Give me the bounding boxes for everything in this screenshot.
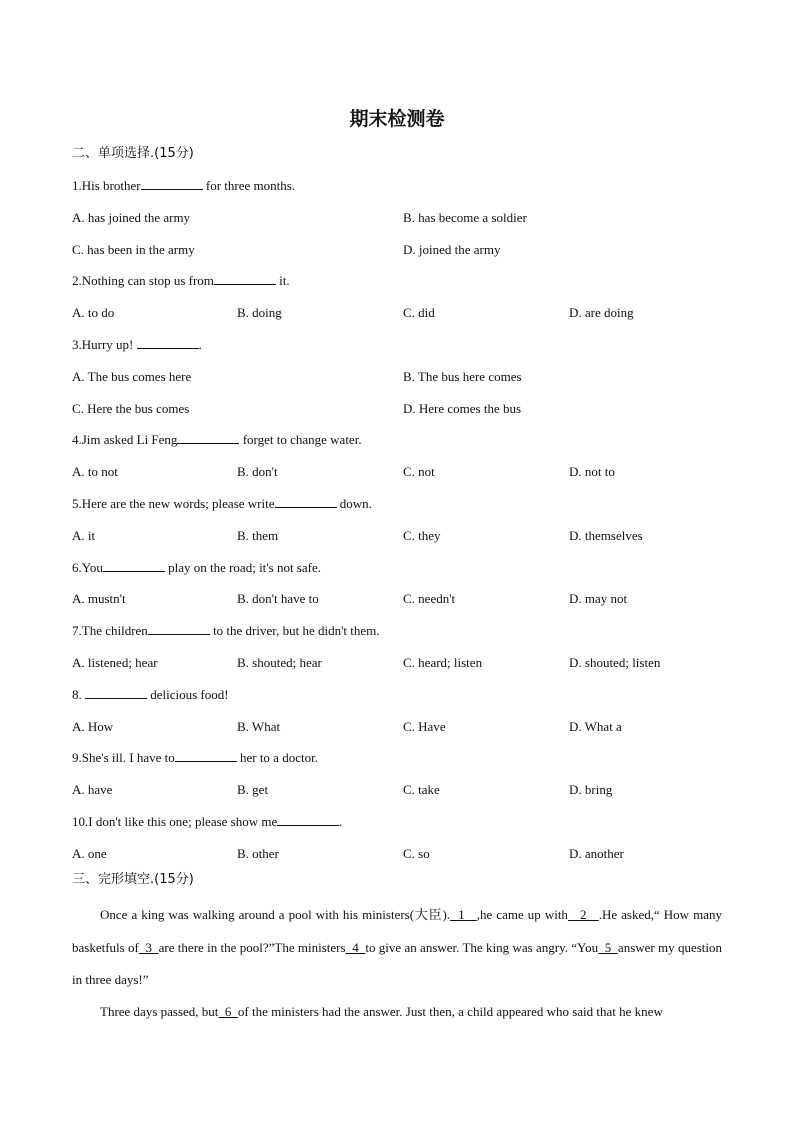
answer-blank <box>275 495 337 508</box>
question-text: 10.I don't like this one; please show me <box>72 814 278 829</box>
question-10-option-C: C. so <box>403 845 430 861</box>
question-text: for three months. <box>202 178 296 193</box>
question-7-option-B: B. shouted; hear <box>237 655 322 670</box>
cloze-blank: 6 <box>218 1003 238 1019</box>
passage-paragraph-1 <box>72 899 722 996</box>
question-text: . <box>339 814 343 829</box>
question-stem-7 <box>72 622 380 640</box>
cloze-blank: 5 <box>598 939 618 955</box>
question-4-option-A: A. to not <box>72 464 118 480</box>
question-text: it. <box>275 273 290 289</box>
question-1-option-C: C. has been in the army <box>72 241 195 257</box>
passage-text: to give an answer. The king was angry. “You <box>365 939 599 955</box>
answer-blank <box>214 272 276 285</box>
answer-blank <box>148 622 210 635</box>
question-8-option-A: A. How <box>72 718 114 734</box>
question-stem-4 <box>72 431 362 449</box>
question-7-option-C: C. heard; listen <box>403 655 483 670</box>
question-stem-5 <box>72 495 372 513</box>
section-heading-cloze: 三、完形填空.(15分) <box>72 871 194 887</box>
passage-text: of the ministers had the answer. Just then, a child appeared who said that he knew <box>237 1003 663 1019</box>
question-2-option-B: B. doing <box>237 305 282 321</box>
question-text: 7.The children <box>72 623 148 639</box>
passage-text: Once a king was walking around a pool with his ministers( <box>100 906 415 922</box>
question-5-option-A: A. it <box>72 527 96 543</box>
cloze-blank: 4 <box>345 939 366 955</box>
question-3-option-B: B. The bus here comes <box>403 368 522 384</box>
question-1-option-D: D. joined the army <box>403 241 501 257</box>
question-text: 5.Here are the new words; please write <box>72 496 275 511</box>
question-text: 2.Nothing can stop us from <box>72 273 214 289</box>
question-9-option-C: C. take <box>403 782 440 798</box>
passage-paragraph-2 <box>72 996 722 1028</box>
answer-blank <box>103 559 165 572</box>
question-6-option-B: B. don't have to <box>237 591 319 607</box>
question-4-option-C: C. not <box>403 464 435 480</box>
question-stem-10 <box>72 813 343 831</box>
passage-text: 大臣 <box>414 907 443 923</box>
question-6-option-A: A. mustn't <box>72 591 126 607</box>
question-text: 9.She's ill. I have to <box>72 750 175 766</box>
question-10-option-A: A. one <box>72 845 107 861</box>
page-title: 期末检测卷 <box>349 108 445 130</box>
question-5-option-C: C. they <box>403 527 441 543</box>
cloze-blank: 3 <box>138 939 159 955</box>
question-stem-9 <box>72 749 318 767</box>
section-heading-single-choice: 二、单项选择.(15分) <box>72 146 194 161</box>
question-10-option-B: B. other <box>237 845 279 861</box>
question-3-option-D: D. Here comes the bus <box>403 400 522 416</box>
question-5-option-D: D. themselves <box>569 527 643 543</box>
question-9-option-B: B. get <box>237 782 269 798</box>
question-text: play on the road; it's not safe. <box>164 559 321 575</box>
question-9-option-A: A. have <box>72 782 113 798</box>
question-8-option-D: D. What a <box>569 718 622 734</box>
passage-text: Three days passed, but <box>100 1003 219 1019</box>
question-text: her to a doctor. <box>236 750 318 766</box>
question-text: down. <box>336 496 372 511</box>
question-stem-1 <box>72 177 295 195</box>
question-text: 1.His brother <box>72 178 141 193</box>
passage-text: are there in the pool?”The ministers <box>158 939 346 955</box>
question-4-option-B: B. don't <box>237 464 278 480</box>
question-8-option-B: B. What <box>237 718 281 734</box>
answer-blank <box>175 749 237 762</box>
question-7-option-D: D. shouted; listen <box>569 655 661 670</box>
question-6-option-C: C. needn't <box>403 591 456 607</box>
question-3-option-C: C. Here the bus comes <box>72 400 190 416</box>
question-2-option-C: C. did <box>403 305 435 321</box>
question-2-option-D: D. are doing <box>569 305 634 321</box>
passage-text: .He asked,“ How many basketfuls of <box>72 906 722 955</box>
question-8-option-C: C. Have <box>403 718 446 734</box>
question-stem-2 <box>72 272 290 290</box>
passage-text: ,he came up with <box>476 906 568 922</box>
question-2-option-A: A. to do <box>72 305 115 321</box>
cloze-blank: 1 <box>450 906 477 922</box>
answer-blank <box>141 177 203 190</box>
answer-blank <box>277 813 339 826</box>
question-stem-3 <box>72 336 202 354</box>
cloze-passage <box>72 899 722 1028</box>
question-stem-8 <box>72 686 229 704</box>
answer-blank <box>137 336 199 349</box>
question-text: 8. <box>72 686 85 702</box>
question-text: 3.Hurry up! <box>72 337 137 352</box>
passage-text: answer my question in three days!” <box>72 939 723 987</box>
question-stem-6 <box>72 559 321 577</box>
question-5-option-B: B. them <box>237 527 279 543</box>
question-6-option-D: D. may not <box>569 591 628 607</box>
question-3-option-A: A. The bus comes here <box>72 368 192 384</box>
question-text: . <box>198 337 202 352</box>
question-9-option-D: D. bring <box>569 782 613 798</box>
question-text: 6.You <box>72 559 103 575</box>
question-text: to the driver, but he didn't them. <box>209 623 380 639</box>
answer-blank <box>177 431 239 444</box>
question-7-option-A: A. listened; hear <box>72 655 158 670</box>
question-text: forget to change water. <box>239 432 362 448</box>
question-text: delicious food! <box>147 686 229 702</box>
question-text: 4.Jim asked Li Feng <box>72 432 178 448</box>
cloze-blank: 2 <box>567 906 599 922</box>
question-10-option-D: D. another <box>569 845 624 861</box>
passage-text: ). <box>442 906 451 922</box>
question-1-option-B: B. has become a soldier <box>403 209 527 225</box>
question-4-option-D: D. not to <box>569 464 615 480</box>
answer-blank <box>85 686 147 699</box>
question-1-option-A: A. has joined the army <box>72 209 191 225</box>
